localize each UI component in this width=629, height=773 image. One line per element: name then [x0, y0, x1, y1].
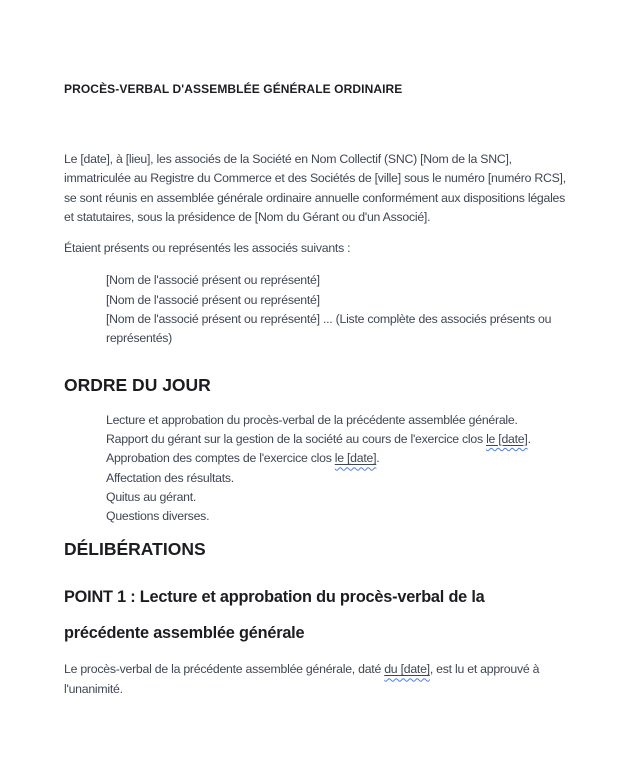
agenda-item: Approbation des comptes de l'exercice clos le [date]. [106, 451, 380, 466]
attendee-line: [Nom de l'associé présent ou représenté] [106, 273, 320, 288]
point1-paragraph: Le procès-verbal de la précédente assemblée générale, daté du [date], est lu et approuvé à l'unanimité. [64, 662, 540, 696]
agenda-item-text: Rapport du gérant sur la gestion de la société au cours de l'exercice clos [106, 431, 487, 446]
attendee-line: [Nom de l'associé présent ou représenté] ... (Liste complète des associés présents ou représentés) [106, 312, 552, 346]
grammar-flagged-text: le [date] [486, 431, 528, 446]
agenda-item [106, 469, 573, 488]
document-title: PROCÈS-VERBAL D'ASSEMBLÉE GÉNÉRALE ORDINAIRE [64, 82, 403, 96]
agenda-heading: ORDRE DU JOUR [64, 374, 211, 395]
grammar-flagged-text: du [date] [384, 662, 430, 677]
agenda-list [106, 411, 573, 527]
agenda-item [106, 488, 573, 507]
deliberations-heading: DÉLIBÉRATIONS [64, 539, 206, 560]
grammar-flagged-text: le [date] [334, 451, 377, 466]
agenda-item: Rapport du gérant sur la gestion de la société au cours de l'exercice clos le [date]. [106, 431, 531, 446]
agenda-item-text: Lecture et approbation du procès-verbal de la précédente assemblée générale. [106, 412, 518, 427]
agenda-item-text: Affectation des résultats. [106, 470, 234, 485]
agenda-item-text: Quitus au gérant. [106, 489, 197, 504]
agenda-item [106, 411, 573, 430]
agenda-item-text: Questions diverses. [106, 509, 210, 524]
agenda-item-text: Approbation des comptes de l'exercice clos [106, 451, 335, 466]
attendee-line: [Nom de l'associé présent ou représenté] [106, 292, 320, 307]
point1-heading: POINT 1 : Lecture et approbation du procès-verbal de la précédente assemblée générale [64, 588, 485, 643]
attendees-list [106, 271, 573, 348]
point1-text: Le procès-verbal de la précédente assemblée générale, daté [64, 662, 385, 677]
attendees-intro: Étaient présents ou représentés les associés suivants : [64, 241, 351, 256]
intro-paragraph: Le [date], à [lieu], les associés de la Société en Nom Collectif (SNC) [Nom de la SNC], immatriculée au Registre du Commerce et des Sociétés de [ville] sous le numéro [numéro RCS], se sont réunis en assemblée générale ordinaire annuelle conformément aux dispositions légales et statutaires, sous la présidence de [Nom du Gérant ou d'un Associé]. [64, 152, 566, 224]
agenda-item [106, 507, 573, 526]
